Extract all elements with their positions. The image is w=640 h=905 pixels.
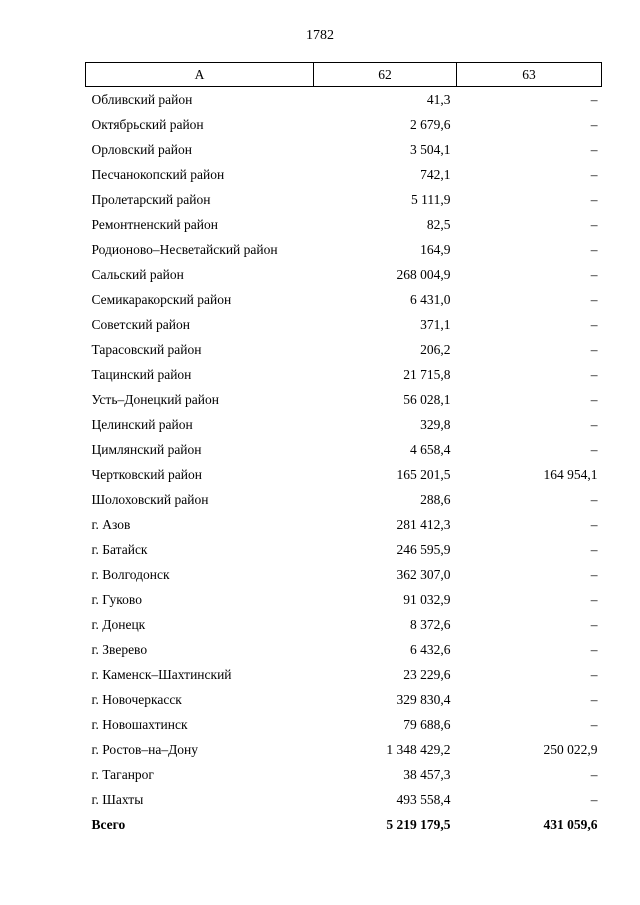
value-63-cell: – — [590, 167, 598, 182]
region-name-cell: Октябрьский район — [91, 117, 204, 132]
value-63-cell: – — [590, 367, 598, 382]
table-row — [86, 662, 602, 687]
value-62-cell: 288,6 — [420, 492, 451, 507]
value-63-cell: – — [590, 542, 598, 557]
region-name-cell: г. Волгодонск — [91, 567, 170, 582]
region-name-cell: г. Таганрог — [91, 767, 154, 782]
value-63-cell: 164 954,1 — [543, 467, 598, 482]
value-62-cell: 79 688,6 — [403, 717, 451, 732]
region-name-cell: г. Новошахтинск — [91, 717, 188, 732]
value-63-cell: – — [590, 517, 598, 532]
value-63-cell: – — [590, 767, 598, 782]
table-row — [86, 687, 602, 712]
table-row — [86, 612, 602, 637]
table-row — [86, 562, 602, 587]
total-row — [86, 812, 602, 837]
value-63-cell: – — [590, 142, 598, 157]
table-row — [86, 162, 602, 187]
table-row — [86, 337, 602, 362]
region-name-cell: Пролетарский район — [91, 192, 211, 207]
value-62-cell: 3 504,1 — [410, 142, 451, 157]
table-row — [86, 387, 602, 412]
value-62-cell: 165 201,5 — [396, 467, 451, 482]
table-row — [86, 262, 602, 287]
table-row — [86, 137, 602, 162]
value-63-cell: – — [590, 792, 598, 807]
value-63-cell: – — [590, 492, 598, 507]
value-62-cell: 38 457,3 — [403, 767, 451, 782]
value-62-cell: 329,8 — [420, 417, 451, 432]
region-name-cell: г. Новочеркасск — [91, 692, 182, 707]
value-63-cell: – — [590, 667, 598, 682]
data-table — [85, 62, 602, 837]
value-62-cell: 2 679,6 — [410, 117, 451, 132]
value-62-cell: 4 658,4 — [410, 442, 451, 457]
value-62-cell: 493 558,4 — [396, 792, 451, 807]
region-name-cell: Орловский район — [91, 142, 192, 157]
table-row — [86, 112, 602, 137]
value-62-cell: 268 004,9 — [396, 267, 451, 282]
value-63-cell: – — [590, 92, 598, 107]
table-row — [86, 712, 602, 737]
region-name-cell: г. Шахты — [91, 792, 144, 807]
value-63-cell: – — [590, 217, 598, 232]
value-62-cell: 329 830,4 — [396, 692, 451, 707]
value-63-cell: – — [590, 717, 598, 732]
value-62-cell: 164,9 — [420, 242, 451, 257]
value-62-cell: 5 219 179,5 — [386, 817, 451, 832]
table-row — [86, 537, 602, 562]
region-name-cell: Родионово–Несветайский район — [91, 242, 278, 257]
value-62-cell: 6 432,6 — [410, 642, 451, 657]
region-name-cell: Обливский район — [91, 92, 193, 107]
table-row — [86, 512, 602, 537]
value-63-cell: 250 022,9 — [543, 742, 598, 757]
region-name-cell: Всего — [91, 817, 126, 832]
table-row — [86, 237, 602, 262]
value-62-cell: 91 032,9 — [403, 592, 451, 607]
region-name-cell: Шолоховский район — [91, 492, 209, 507]
value-63-cell: – — [590, 617, 598, 632]
table-row — [86, 362, 602, 387]
value-62-cell: 281 412,3 — [396, 517, 451, 532]
value-63-cell: – — [590, 292, 598, 307]
value-63-cell: – — [590, 392, 598, 407]
value-63-cell: – — [590, 567, 598, 582]
region-name-cell: Сальский район — [91, 267, 184, 282]
table-row — [86, 187, 602, 212]
value-63-cell: – — [590, 692, 598, 707]
region-name-cell: Чертковский район — [91, 467, 202, 482]
region-name-cell: Советский район — [91, 317, 190, 332]
region-name-cell: Песчанокопский район — [91, 167, 225, 182]
region-name-cell: г. Донецк — [91, 617, 146, 632]
region-name-cell: г. Ростов–на–Дону — [91, 742, 199, 757]
value-63-cell: – — [590, 442, 598, 457]
table-row — [86, 762, 602, 787]
table-row — [86, 787, 602, 812]
region-name-cell: г. Каменск–Шахтинский — [91, 667, 232, 682]
region-name-cell: Семикаракорский район — [91, 292, 232, 307]
value-62-cell: 1 348 429,2 — [386, 742, 451, 757]
table-row — [86, 87, 602, 113]
value-62-cell: 82,5 — [426, 217, 451, 232]
region-name-cell: Тацинский район — [91, 367, 192, 382]
table-row — [86, 212, 602, 237]
value-62-cell: 56 028,1 — [403, 392, 451, 407]
region-name-cell: Цимлянский район — [91, 442, 202, 457]
value-62-cell: 5 111,9 — [411, 192, 451, 207]
table-row — [86, 587, 602, 612]
region-name-cell: г. Гуково — [91, 592, 142, 607]
value-62-cell: 23 229,6 — [403, 667, 451, 682]
value-62-cell: 742,1 — [420, 167, 451, 182]
table-row — [86, 312, 602, 337]
value-62-cell: 206,2 — [420, 342, 451, 357]
value-62-cell: 6 431,0 — [410, 292, 451, 307]
header-col-62: 62 — [314, 63, 457, 87]
region-name-cell: Ремонтненский район — [91, 217, 218, 232]
value-63-cell: – — [590, 592, 598, 607]
value-62-cell: 21 715,8 — [403, 367, 451, 382]
value-63-cell: – — [590, 642, 598, 657]
value-63-cell: – — [590, 242, 598, 257]
header-col-a: А — [86, 63, 314, 87]
value-62-cell: 246 595,9 — [396, 542, 451, 557]
table-row — [86, 412, 602, 437]
value-63-cell: – — [590, 192, 598, 207]
table-body — [86, 87, 602, 838]
value-63-cell: – — [590, 317, 598, 332]
value-63-cell: – — [590, 342, 598, 357]
table-row — [86, 487, 602, 512]
region-name-cell: Тарасовский район — [91, 342, 202, 357]
table-row — [86, 462, 602, 487]
region-name-cell: г. Батайск — [91, 542, 148, 557]
value-63-cell: 431 059,6 — [543, 817, 598, 832]
page-number: 1782 — [306, 28, 334, 43]
value-63-cell: – — [590, 117, 598, 132]
header-col-63: 63 — [457, 63, 602, 87]
value-62-cell: 8 372,6 — [410, 617, 451, 632]
region-name-cell: Целинский район — [91, 417, 193, 432]
value-63-cell: – — [590, 267, 598, 282]
table-row — [86, 287, 602, 312]
region-name-cell: г. Зверево — [91, 642, 148, 657]
region-name-cell: Усть–Донецкий район — [91, 392, 219, 407]
value-63-cell: – — [590, 417, 598, 432]
value-62-cell: 41,3 — [426, 92, 451, 107]
table-header-row — [86, 63, 602, 87]
table-row — [86, 437, 602, 462]
table-row — [86, 637, 602, 662]
value-62-cell: 362 307,0 — [396, 567, 451, 582]
value-62-cell: 371,1 — [420, 317, 451, 332]
region-name-cell: г. Азов — [91, 517, 131, 532]
table-row — [86, 737, 602, 762]
